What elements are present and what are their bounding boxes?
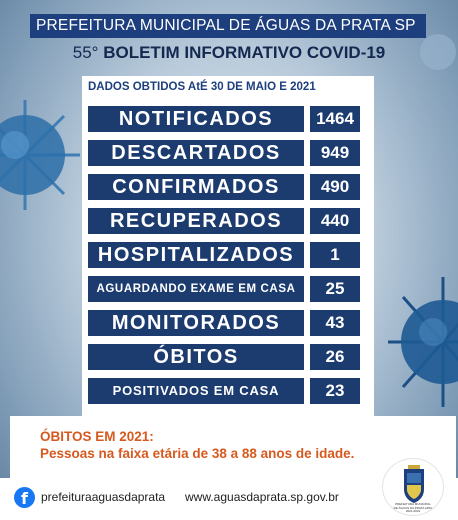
stat-label: MONITORADOS bbox=[88, 310, 304, 336]
stat-label: AGUARDANDO EXAME EM CASA bbox=[88, 276, 304, 302]
stat-value: 490 bbox=[310, 174, 360, 200]
stat-value: 1464 bbox=[310, 106, 360, 132]
stat-row-recuperados bbox=[88, 208, 370, 234]
crest-caption: PREFEITURA MUNICIPAL DE ÁGUAS DA PRATA ADM: 2021-2024 bbox=[393, 502, 433, 513]
data-date-subtitle: DADOS OBTIDOS AtÉ 30 DE MAIO E 2021 bbox=[88, 81, 316, 93]
stat-row-descartados bbox=[88, 140, 370, 166]
facebook-icon[interactable]: f bbox=[14, 487, 35, 508]
stat-label: CONFIRMADOS bbox=[88, 174, 304, 200]
deaths-title: ÓBITOS EM 2021: bbox=[40, 429, 154, 444]
stat-value: 1 bbox=[310, 242, 360, 268]
stat-value: 26 bbox=[310, 344, 360, 370]
stat-row-confirmados bbox=[88, 174, 370, 200]
stat-label: ÓBITOS bbox=[88, 344, 304, 370]
municipality-header: PREFEITURA MUNICIPAL DE ÁGUAS DA PRATA SP bbox=[30, 14, 426, 38]
stat-value: 43 bbox=[310, 310, 360, 336]
stat-row-monitorados bbox=[88, 310, 370, 336]
deaths-age-range: Pessoas na faixa etária de 38 a 88 anos de idade. bbox=[40, 446, 355, 461]
bulletin-title bbox=[0, 43, 458, 63]
stat-label: RECUPERADOS bbox=[88, 208, 304, 234]
facebook-handle[interactable]: prefeituraaguasdaprata bbox=[41, 490, 166, 504]
stat-row-notificados bbox=[88, 106, 370, 132]
stat-row-obitos bbox=[88, 344, 370, 370]
stat-value: 25 bbox=[310, 276, 360, 302]
stat-label: DESCARTADOS bbox=[88, 140, 304, 166]
stat-value: 440 bbox=[310, 208, 360, 234]
bulletin-title-text: BOLETIM INFORMATIVO COVID-19 bbox=[103, 43, 386, 62]
stat-label: NOTIFICADOS bbox=[88, 106, 304, 132]
stat-row-aguardando-exame bbox=[88, 276, 370, 302]
virus-illustration-left bbox=[0, 90, 90, 220]
virus-illustration-right bbox=[388, 272, 458, 412]
website-link[interactable]: www.aguasdaprata.sp.gov.br bbox=[185, 490, 339, 504]
stat-label: HOSPITALIZADOS bbox=[88, 242, 304, 268]
stat-value: 23 bbox=[310, 378, 360, 404]
stat-row-hospitalizados bbox=[88, 242, 370, 268]
stat-value: 949 bbox=[310, 140, 360, 166]
stat-row-positivados-em-casa bbox=[88, 378, 370, 404]
stat-label: POSITIVADOS EM CASA bbox=[88, 378, 304, 404]
bulletin-number: 55° bbox=[72, 43, 99, 62]
